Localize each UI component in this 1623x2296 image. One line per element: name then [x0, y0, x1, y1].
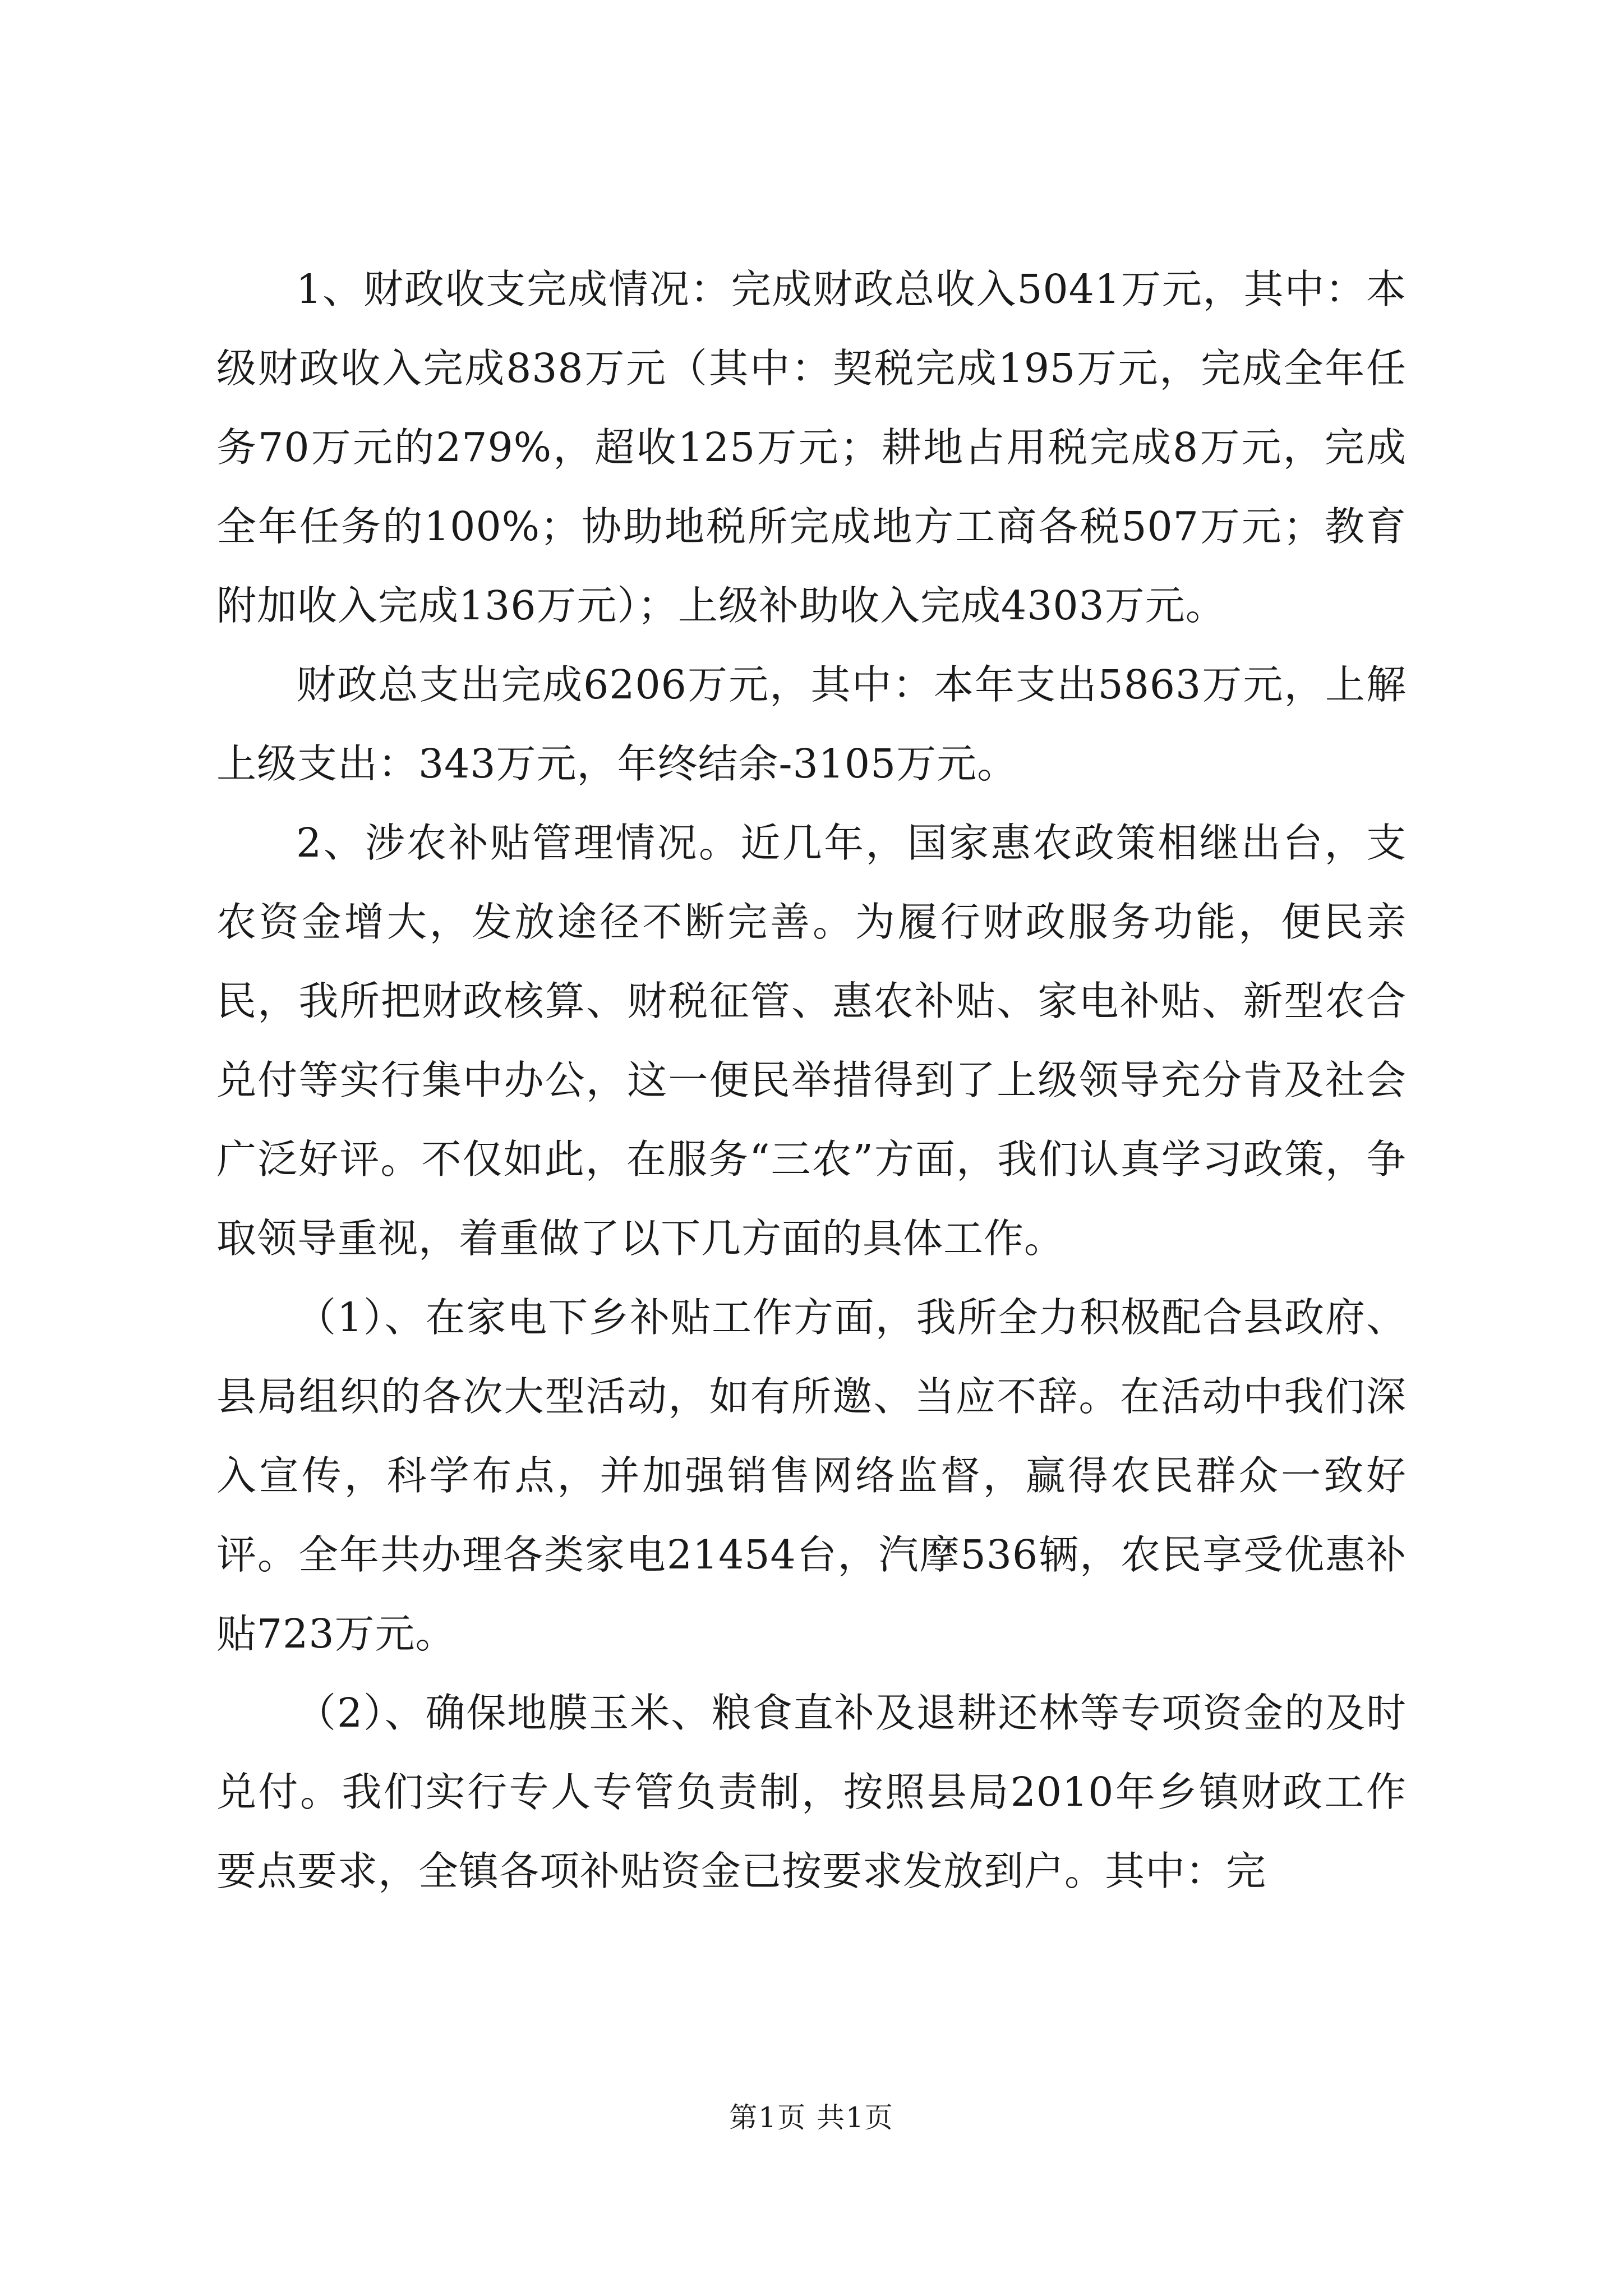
document-body [216, 250, 1407, 1911]
paragraph-special-funds: （2）、确保地膜玉米、粮食直补及退耕还林等专项资金的及时兑付。我们实行专人专管负责制，按照县局2010年乡镇财政工作要点要求，全镇各项补贴资金已按要求发放到户。其中：完 [216, 1690, 1407, 1894]
paragraph-appliance-subsidy: （1）、在家电下乡补贴工作方面，我所全力积极配合县政府、县局组织的各次大型活动，如有所邀、当应不辞。在活动中我们深入宣传，科学布点，并加强销售网络监督，赢得农民群众一致好评。全年共办理各类家电21454台，汽摩536辆，农民享受优惠补贴723万元。 [216, 1294, 1407, 1657]
paragraph-agricultural-subsidy: 2、涉农补贴管理情况。近几年，国家惠农政策相继出台，支农资金增大，发放途径不断完善。为履行财政服务功能，便民亲民，我所把财政核算、财税征管、惠农补贴、家电补贴、新型农合兑付等实行集中办公，这一便民举措得到了上级领导充分肯及社会广泛好评。不仅如此，在服务“三农”方面，我们认真学习政策，争取领导重视，着重做了以下几方面的具体工作。 [216, 820, 1407, 1262]
paragraph-fiscal-revenue: 1、财政收支完成情况：完成财政总收入5041万元，其中：本级财政收入完成838万元（其中：契税完成195万元，完成全年任务70万元的279%，超收125万元；耕地占用税完成8万元，完成全年任务的100%；协助地税所完成地方工商各税507万元；教育附加收入完成136万元）；上级补助收入完成4303万元。 [216, 266, 1407, 629]
paragraph-fiscal-expenditure: 财政总支出完成6206万元，其中：本年支出5863万元，上解上级支出：343万元，年终结余-3105万元。 [216, 661, 1407, 787]
page-footer: 第1页 共1页 [729, 2101, 894, 2134]
